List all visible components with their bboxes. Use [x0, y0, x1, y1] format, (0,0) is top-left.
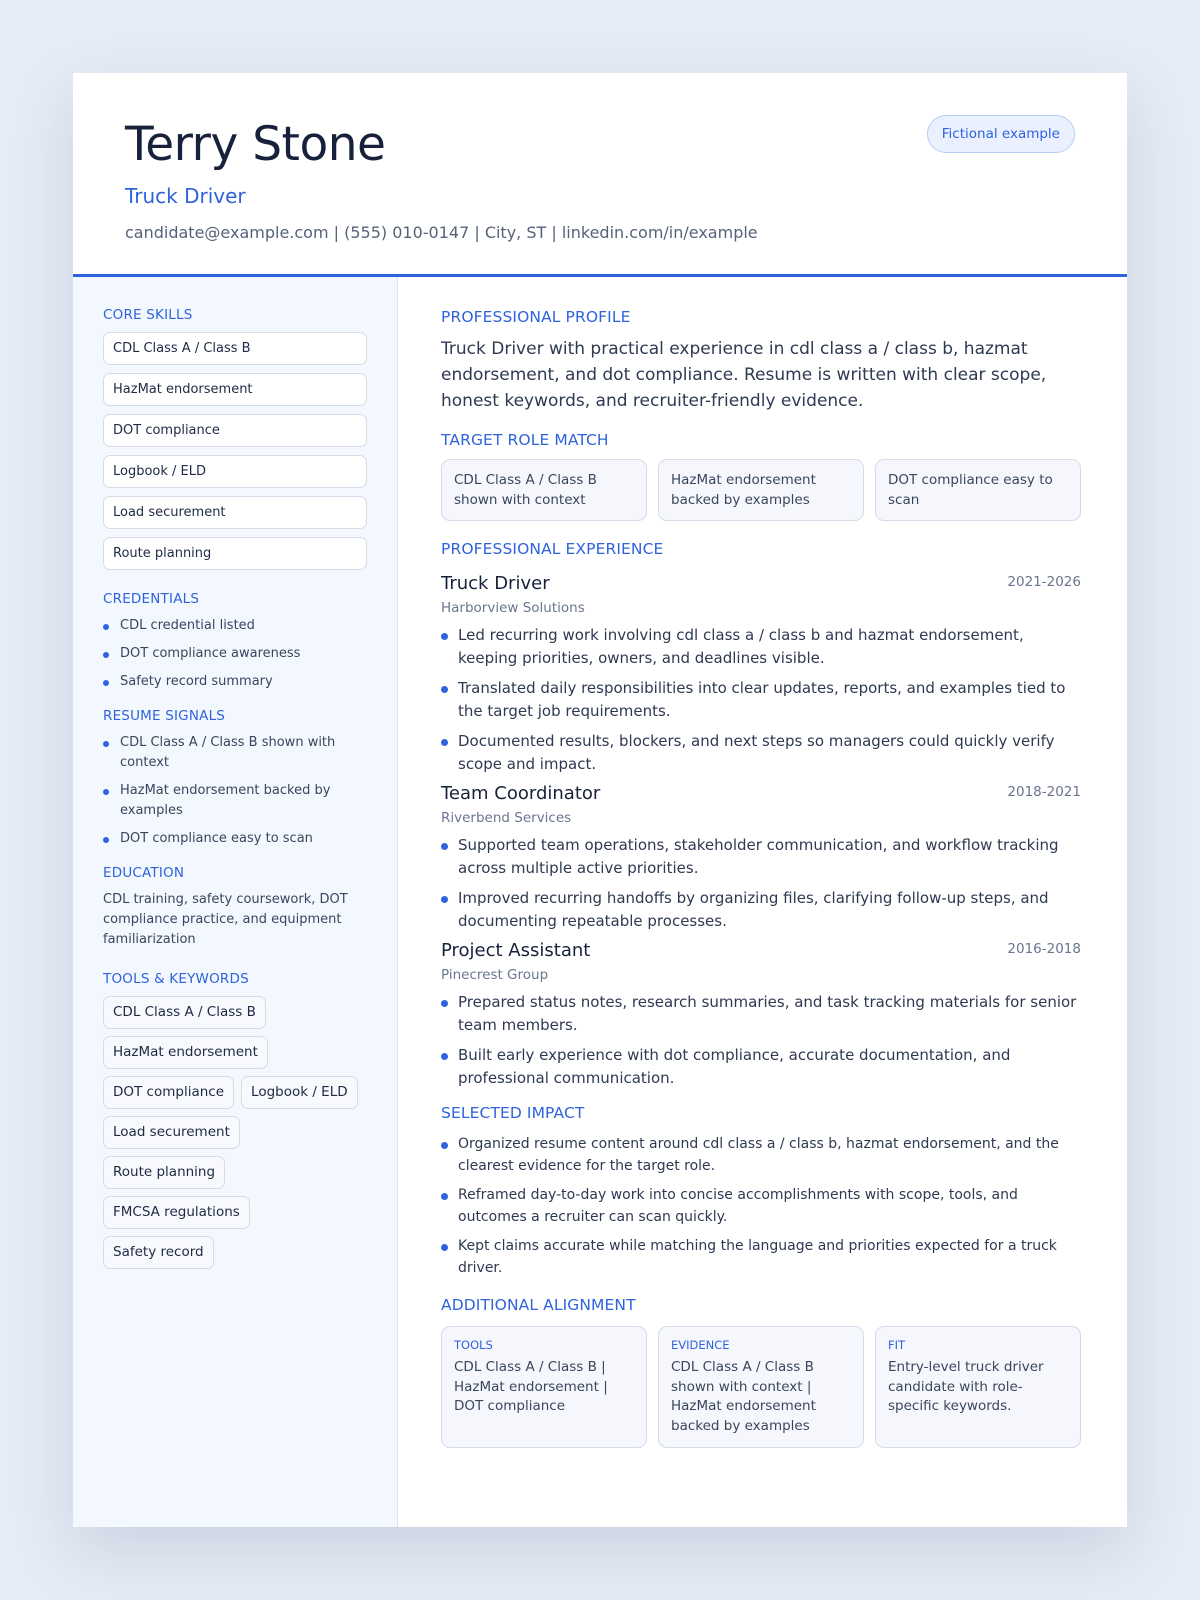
credential-item: Safety record summary [103, 672, 367, 692]
job-bullet: Led recurring work involving cdl class a / class b and hazmat endorsement, keeping priorities, owners, and deadlines visible. [441, 624, 1081, 670]
sidebar [73, 277, 398, 1527]
alignment-card [658, 1326, 864, 1448]
job-bullet: Built early experience with dot compliance, accurate documentation, and professional communication. [441, 1044, 1081, 1090]
education-text: CDL training, safety coursework, DOT compliance practice, and equipment familiarization [103, 892, 348, 947]
keyword-tag: Logbook / ELD [241, 1076, 358, 1109]
alignment-card-text: Entry-level truck driver candidate with role-specific keywords. [888, 1359, 1044, 1414]
keyword-tag: DOT compliance [103, 1076, 234, 1109]
job-company: Riverbend Services [441, 810, 572, 826]
keyword-tag: Route planning [103, 1156, 225, 1189]
credential-item: CDL credential listed [103, 616, 367, 636]
credentials-heading: CREDENTIALS [103, 591, 200, 607]
impact-item: Organized resume content around cdl class a / class b, hazmat endorsement, and the clearest evidence for the target role. [441, 1133, 1081, 1177]
keyword-tag: HazMat endorsement [103, 1036, 268, 1069]
alignment-card-text: CDL Class A / Class B shown with context | HazMat endorsement backed by examples [671, 1359, 816, 1434]
core-skills-heading: CORE SKILLS [103, 307, 193, 323]
target-cards [441, 459, 1081, 521]
target-card: HazMat endorsement backed by examples [658, 459, 864, 521]
experience-heading: PROFESSIONAL EXPERIENCE [441, 540, 664, 558]
job-company: Harborview Solutions [441, 600, 585, 616]
impact-list [441, 1133, 1081, 1279]
profile-heading: PROFESSIONAL PROFILE [441, 308, 631, 326]
job-bullet: Documented results, blockers, and next steps so managers could quickly verify scope and impact. [441, 730, 1081, 776]
job-bullets [441, 834, 1081, 933]
target-heading: TARGET ROLE MATCH [441, 431, 609, 449]
job-bullet: Translated daily responsibilities into clear updates, reports, and examples tied to the target job requirements. [441, 677, 1081, 723]
job-title: Project Assistant [441, 940, 591, 961]
target-card: DOT compliance easy to scan [875, 459, 1081, 521]
alignment-card [441, 1326, 647, 1448]
job-bullet: Prepared status notes, research summaries, and task tracking materials for senior team members. [441, 991, 1081, 1037]
main-column [441, 277, 1081, 1448]
signal-item: DOT compliance easy to scan [103, 829, 367, 849]
job-entry [441, 783, 1081, 933]
resume-header [73, 73, 1127, 277]
contact-line: candidate@example.com | (555) 010-0147 | City, ST | linkedin.com/in/example [125, 223, 758, 242]
impact-heading: SELECTED IMPACT [441, 1104, 585, 1122]
keyword-tag: FMCSA regulations [103, 1196, 250, 1229]
job-bullet: Improved recurring handoffs by organizing files, clarifying follow-up steps, and documenting repeatable processes. [441, 887, 1081, 933]
alignment-card [875, 1326, 1081, 1448]
core-skill-item: DOT compliance [103, 414, 367, 447]
job-bullet: Supported team operations, stakeholder communication, and workflow tracking across multiple active priorities. [441, 834, 1081, 880]
signal-item: HazMat endorsement backed by examples [103, 781, 367, 821]
job-entry [441, 573, 1081, 776]
fictional-badge: Fictional example [927, 115, 1075, 153]
candidate-name: Terry Stone [125, 117, 386, 172]
alignment-card-label: FIT [888, 1338, 906, 1352]
tools-tag-list [103, 996, 367, 1269]
job-title: Team Coordinator [441, 783, 601, 804]
credentials-list [103, 616, 367, 692]
job-dates: 2018-2021 [1007, 784, 1081, 800]
tools-heading: TOOLS & KEYWORDS [103, 971, 249, 987]
target-card: CDL Class A / Class B shown with context [441, 459, 647, 521]
job-entry [441, 940, 1081, 1090]
core-skill-item: CDL Class A / Class B [103, 332, 367, 365]
job-bullets [441, 991, 1081, 1090]
alignment-heading: ADDITIONAL ALIGNMENT [441, 1296, 636, 1314]
keyword-tag: Safety record [103, 1236, 214, 1269]
core-skill-item: HazMat endorsement [103, 373, 367, 406]
alignment-card-text: CDL Class A / Class B | HazMat endorsement | DOT compliance [454, 1359, 608, 1414]
job-dates: 2016-2018 [1007, 941, 1081, 957]
impact-item: Reframed day-to-day work into concise accomplishments with scope, tools, and outcomes a recruiter can scan quickly. [441, 1184, 1081, 1228]
impact-item: Kept claims accurate while matching the language and priorities expected for a truck driver. [441, 1235, 1081, 1279]
core-skills-list [103, 332, 367, 570]
core-skill-item: Route planning [103, 537, 367, 570]
resume-page [73, 73, 1127, 1527]
resume-signals-heading: RESUME SIGNALS [103, 708, 226, 724]
resume-signals-list [103, 733, 367, 849]
signal-item: CDL Class A / Class B shown with context [103, 733, 367, 773]
education-heading: EDUCATION [103, 865, 185, 881]
alignment-card-label: EVIDENCE [671, 1338, 730, 1352]
keyword-tag: Load securement [103, 1116, 240, 1149]
job-company: Pinecrest Group [441, 967, 549, 983]
job-dates: 2021-2026 [1007, 574, 1081, 590]
core-skill-item: Load securement [103, 496, 367, 529]
job-bullets [441, 624, 1081, 776]
core-skill-item: Logbook / ELD [103, 455, 367, 488]
alignment-card-label: TOOLS [454, 1338, 493, 1352]
profile-text: Truck Driver with practical experience in cdl class a / class b, hazmat endorsement, and dot compliance. Resume is written with clear scope, honest keywords, and recruiter-friendly evidence. [441, 339, 1047, 411]
credential-item: DOT compliance awareness [103, 644, 367, 664]
job-title: Truck Driver [441, 573, 550, 594]
candidate-role: Truck Driver [125, 184, 246, 208]
keyword-tag: CDL Class A / Class B [103, 996, 266, 1029]
alignment-cards [441, 1326, 1081, 1448]
